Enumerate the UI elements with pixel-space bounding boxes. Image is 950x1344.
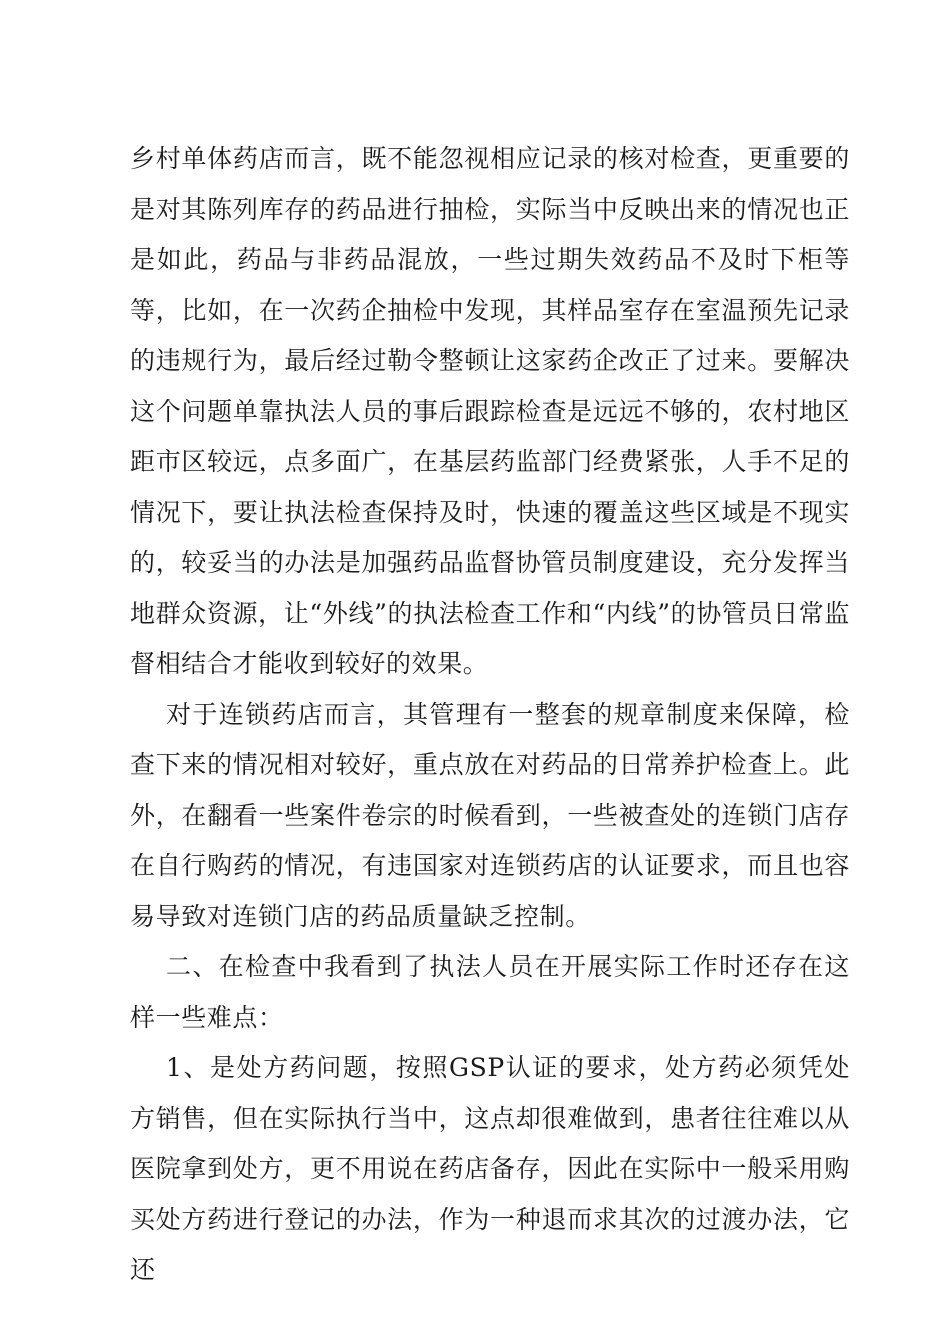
document-body [130, 134, 850, 1296]
paragraph-prescription-issue: 1、是处方药问题，按照GSP认证的要求，处方药必须凭处方销售，但在实际执行当中，这点却很难做到，患者往往难以从医院拿到处方，更不用说在药店备存，因此在实际中一般采用购买处方药进行登记的办法，作为一种退而求其次的过渡办法，它还 [130, 1053, 850, 1284]
paragraph-rural-pharmacies: 乡村单体药店而言，既不能忽视相应记录的核对检查，更重要的是对其陈列库存的药品进行抽检，实际当中反映出来的情况也正是如此，药品与非药品混放，一些过期失效药品不及时下柜等等，比如，在一次药企抽检中发现，其样品室存在室温预先记录的违规行为，最后经过勒令整顿让这家药企改正了过来。要解决这个问题单靠执法人员的事后跟踪检查是远远不够的，农村地区距市区较远，点多面广，在基层药监部门经费紧张，人手不足的情况下，要让执法检查保持及时，快速的覆盖这些区域是不现实的，较妥当的办法是加强药品监督协管员制度建设，充分发挥当地群众资源，让“外线”的执法检查工作和“内线”的协管员日常监督相结合才能收到较好的效果。 [130, 144, 850, 678]
paragraph-section-two-heading: 二、在检查中我看到了执法人员在开展实际工作时还存在这样一些难点： [130, 952, 850, 1032]
paragraph-chain-pharmacies: 对于连锁药店而言，其管理有一整套的规章制度来保障，检查下来的情况相对较好，重点放在对药品的日常养护检查上。此外，在翻看一些案件卷宗的时候看到，一些被查处的连锁门店存在自行购药的情况，有违国家对连锁药店的认证要求，而且也容易导致对连锁门店的药品质量缺乏控制。 [130, 699, 850, 931]
